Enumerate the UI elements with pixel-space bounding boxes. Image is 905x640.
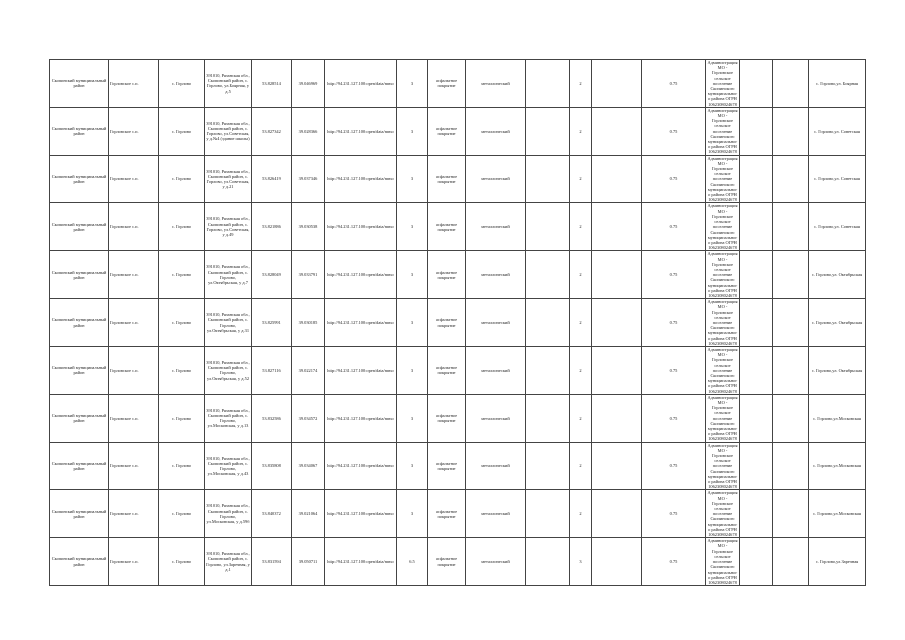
empty-cell	[526, 394, 570, 442]
served-addresses-cell: с. Горлово,ул.Московская	[809, 442, 866, 490]
table-row	[50, 538, 866, 586]
empty-cell	[740, 60, 773, 108]
empty-cell	[740, 107, 773, 155]
table-row	[50, 60, 866, 108]
latitude-cell: 53.840372	[252, 490, 292, 538]
owner-cell: Администрация МО - Горловское сельское поселение Скопинского муниципального района ОГРН 1062308024678	[707, 251, 738, 298]
served-addresses-cell: с. Горлово,ул. Советская	[809, 107, 866, 155]
empty-cell	[592, 299, 642, 347]
empty-cell	[740, 538, 773, 586]
longitude-cell: 39.021064	[292, 490, 325, 538]
material-cell: металлический	[466, 490, 526, 538]
material-cell: металлический	[466, 251, 526, 299]
address-cell: 391010, Рязанская обл., Скопинский район, с. Горлово, ул.Советская, у д.21	[205, 155, 252, 203]
table-row	[50, 107, 866, 155]
volume-cell: 0.75	[642, 299, 706, 347]
area-cell: 3	[397, 203, 428, 251]
empty-cell	[592, 251, 642, 299]
empty-cell	[526, 490, 570, 538]
container-sites-table	[49, 59, 866, 586]
container-count-cell: 2	[570, 203, 592, 251]
link-cell[interactable]: http://94.231.127.100:open/data/mmo	[325, 394, 397, 442]
longitude-cell: 39.028366	[292, 107, 325, 155]
table-row	[50, 346, 866, 394]
empty-cell	[526, 60, 570, 108]
link-cell[interactable]: http://94.231.127.100:open/data/mmo	[325, 60, 397, 108]
area-cell: 6.5	[397, 538, 428, 586]
latitude-cell: 53.828514	[252, 60, 292, 108]
container-count-cell: 2	[570, 107, 592, 155]
empty-cell	[592, 490, 642, 538]
longitude-cell: 39.037346	[292, 155, 325, 203]
material-cell: металлический	[466, 203, 526, 251]
longitude-cell: 39.022174	[292, 346, 325, 394]
volume-cell: 0.75	[642, 346, 706, 394]
empty-cell	[592, 107, 642, 155]
district-cell: Скопинский муниципальный район	[50, 490, 109, 538]
link-cell[interactable]: http://94.231.127.100:open/data/mmo	[325, 107, 397, 155]
locality-cell: с. Горлово	[159, 60, 205, 108]
volume-cell: 0.75	[642, 155, 706, 203]
address-cell: 391010, Рязанская обл., Скопинский район, с. Горлово, ул.Московская, у д.13	[205, 394, 252, 442]
locality-cell: с. Горлово	[159, 251, 205, 299]
link-cell[interactable]: http://94.231.127.100:open/data/mmo	[325, 155, 397, 203]
settlement-cell: Горловское с.п.	[109, 203, 159, 251]
settlement-cell: Горловское с.п.	[109, 538, 159, 586]
empty-cell	[526, 299, 570, 347]
district-cell: Скопинский муниципальный район	[50, 60, 109, 108]
empty-cell	[773, 251, 809, 299]
latitude-cell: 53.826419	[252, 155, 292, 203]
empty-cell	[773, 490, 809, 538]
volume-cell: 0.75	[642, 442, 706, 490]
empty-cell	[526, 155, 570, 203]
owner-cell: Администрация МО - Горловское сельское поселение Скопинского муниципального района ОГРН 1062308024678	[707, 60, 738, 107]
served-addresses-cell: с. Горлово,ул. Октябрьская	[809, 346, 866, 394]
served-addresses-cell: с. Горлово,ул. Советская	[809, 203, 866, 251]
empty-cell	[526, 538, 570, 586]
latitude-cell: 53.825991	[252, 299, 292, 347]
settlement-cell: Горловское с.п.	[109, 346, 159, 394]
served-addresses-cell: с. Горлово,ул.Московская	[809, 490, 866, 538]
latitude-cell: 53.835808	[252, 442, 292, 490]
empty-cell	[592, 60, 642, 108]
district-cell: Скопинский муниципальный район	[50, 299, 109, 347]
settlement-cell: Горловское с.п.	[109, 299, 159, 347]
served-addresses-cell: с. Горлово,ул. Советская	[809, 155, 866, 203]
material-cell: металлический	[466, 155, 526, 203]
longitude-cell: 39.030538	[292, 203, 325, 251]
address-cell: 391010, Рязанская обл., Скопинский район, с. Горлово, ул.Октябрьская, у д.52	[205, 346, 252, 394]
empty-cell	[592, 203, 642, 251]
area-cell: 3	[397, 394, 428, 442]
material-cell: металлический	[466, 299, 526, 347]
volume-cell: 0.75	[642, 60, 706, 108]
link-cell[interactable]: http://94.231.127.100:open/data/mmo	[325, 346, 397, 394]
locality-cell: с. Горлово	[159, 107, 205, 155]
latitude-cell: 53.821886	[252, 203, 292, 251]
locality-cell: с. Горлово	[159, 155, 205, 203]
area-cell: 3	[397, 60, 428, 108]
district-cell: Скопинский муниципальный район	[50, 442, 109, 490]
table-row	[50, 203, 866, 251]
empty-cell	[740, 203, 773, 251]
address-cell: 391010, Рязанская обл., Скопинский район, с. Горлово, ул.Октябрьская, у д.7	[205, 251, 252, 299]
address-cell: 391010, Рязанская обл., Скопинский район, с. Горлово, ул.Заречная, у д.1	[205, 538, 252, 586]
cover-type-cell: асфальтное покрытие	[428, 203, 466, 251]
cover-type-cell: асфальтное покрытие	[428, 251, 466, 299]
area-cell: 3	[397, 299, 428, 347]
material-cell: металлический	[466, 538, 526, 586]
owner-cell: Администрация МО - Горловское сельское поселение Скопинского муниципального района ОГРН 1062308024678	[707, 442, 738, 490]
container-count-cell: 2	[570, 490, 592, 538]
empty-cell	[526, 346, 570, 394]
link-cell[interactable]: http://94.231.127.100:open/data/mmo	[325, 203, 397, 251]
table-row	[50, 155, 866, 203]
empty-cell	[740, 299, 773, 347]
empty-cell	[773, 155, 809, 203]
empty-cell	[592, 346, 642, 394]
empty-cell	[773, 60, 809, 108]
link-cell[interactable]: http://94.231.127.100:open/data/mmo	[325, 538, 397, 586]
empty-cell	[773, 203, 809, 251]
volume-cell: 0.75	[642, 107, 706, 155]
address-cell: 391010, Рязанская обл., Скопинский район, с. Горлово, ул.Боярная, у д.5	[205, 60, 252, 108]
empty-cell	[773, 346, 809, 394]
settlement-cell: Горловское с.п.	[109, 107, 159, 155]
district-cell: Скопинский муниципальный район	[50, 107, 109, 155]
area-cell: 3	[397, 251, 428, 299]
empty-cell	[592, 538, 642, 586]
table-row	[50, 299, 866, 347]
container-count-cell: 2	[570, 60, 592, 108]
longitude-cell: 39.046969	[292, 60, 325, 108]
empty-cell	[740, 442, 773, 490]
link-cell[interactable]: http://94.231.127.100:open/data/mmo	[325, 442, 397, 490]
district-cell: Скопинский муниципальный район	[50, 346, 109, 394]
container-count-cell: 2	[570, 299, 592, 347]
latitude-cell: 53.831594	[252, 538, 292, 586]
link-cell[interactable]: http://94.231.127.100:open/data/mmo	[325, 299, 397, 347]
address-cell: 391010, Рязанская обл., Скопинский район, с. Горлово, ул.Советская, у д.49	[205, 203, 252, 251]
empty-cell	[773, 442, 809, 490]
longitude-cell: 39.050711	[292, 538, 325, 586]
container-count-cell: 2	[570, 442, 592, 490]
material-cell: металлический	[466, 60, 526, 108]
empty-cell	[740, 394, 773, 442]
cover-type-cell: асфальтное покрытие	[428, 346, 466, 394]
longitude-cell: 39.034067	[292, 442, 325, 490]
locality-cell: с. Горлово	[159, 538, 205, 586]
served-addresses-cell: с. Горлово,ул. Октябрьская	[809, 299, 866, 347]
owner-cell: Администрация МО - Горловское сельское поселение Скопинского муниципального района ОГРН 1062308024678	[707, 107, 738, 155]
area-cell: 3	[397, 107, 428, 155]
settlement-cell: Горловское с.п.	[109, 442, 159, 490]
empty-cell	[773, 394, 809, 442]
served-addresses-cell: с. Горлово,ул. Октябрьская	[809, 251, 866, 299]
address-cell: 391010, Рязанская обл., Скопинский район, с. Горлово, ул.Октябрьская, у д.31	[205, 299, 252, 347]
locality-cell: с. Горлово	[159, 346, 205, 394]
empty-cell	[592, 442, 642, 490]
volume-cell: 0.75	[642, 538, 706, 586]
volume-cell: 0.75	[642, 251, 706, 299]
district-cell: Скопинский муниципальный район	[50, 538, 109, 586]
district-cell: Скопинский муниципальный район	[50, 155, 109, 203]
table-row	[50, 394, 866, 442]
empty-cell	[740, 490, 773, 538]
volume-cell: 0.75	[642, 394, 706, 442]
volume-cell: 0.75	[642, 490, 706, 538]
owner-cell: Администрация МО - Горловское сельское поселение Скопинского муниципального района ОГРН 1062308024678	[707, 203, 738, 251]
district-cell: Скопинский муниципальный район	[50, 251, 109, 299]
settlement-cell: Горловское с.п.	[109, 60, 159, 108]
empty-cell	[526, 107, 570, 155]
empty-cell	[526, 203, 570, 251]
owner-cell: Администрация МО - Горловское сельское поселение Скопинского муниципального района ОГРН 1062308024678	[707, 346, 738, 394]
district-cell: Скопинский муниципальный район	[50, 394, 109, 442]
locality-cell: с. Горлово	[159, 203, 205, 251]
material-cell: металлический	[466, 346, 526, 394]
cover-type-cell: асфальтное покрытие	[428, 107, 466, 155]
longitude-cell: 39.034572	[292, 394, 325, 442]
settlement-cell: Горловское с.п.	[109, 490, 159, 538]
empty-cell	[773, 538, 809, 586]
served-addresses-cell: с. Горлово,ул. Боярная	[809, 60, 866, 108]
locality-cell: с. Горлово	[159, 299, 205, 347]
latitude-cell: 53.827116	[252, 346, 292, 394]
cover-type-cell: асфальтное покрытие	[428, 538, 466, 586]
container-count-cell: 2	[570, 394, 592, 442]
volume-cell: 0.75	[642, 203, 706, 251]
material-cell: металлический	[466, 442, 526, 490]
latitude-cell: 53.832586	[252, 394, 292, 442]
address-cell: 391010, Рязанская обл., Скопинский район, с. Горлово, ул.Московская, у д.43	[205, 442, 252, 490]
address-cell: 391010, Рязанская обл., Скопинский район, с. Горлово, ул.Московская, у д.59б	[205, 490, 252, 538]
material-cell: металлический	[466, 107, 526, 155]
empty-cell	[526, 442, 570, 490]
served-addresses-cell: с. Горлово,ул.Заречная	[809, 538, 866, 586]
container-count-cell: 2	[570, 251, 592, 299]
container-count-cell: 2	[570, 346, 592, 394]
area-cell: 3	[397, 346, 428, 394]
link-cell[interactable]: http://94.231.127.100:open/data/mmo	[325, 490, 397, 538]
empty-cell	[773, 299, 809, 347]
empty-cell	[740, 346, 773, 394]
settlement-cell: Горловское с.п.	[109, 394, 159, 442]
area-cell: 3	[397, 442, 428, 490]
empty-cell	[592, 394, 642, 442]
longitude-cell: 39.033791	[292, 251, 325, 299]
cover-type-cell: асфальтное покрытие	[428, 299, 466, 347]
table-row	[50, 251, 866, 299]
empty-cell	[740, 155, 773, 203]
owner-cell: Администрация МО - Горловское сельское поселение Скопинского муниципального района ОГРН 1062308024678	[707, 299, 738, 346]
container-count-cell: 3	[570, 538, 592, 586]
cover-type-cell: асфальтное покрытие	[428, 155, 466, 203]
latitude-cell: 53.828049	[252, 251, 292, 299]
owner-cell: Администрация МО - Горловское сельское поселение Скопинского муниципального района ОГРН 1062308024678	[707, 155, 738, 203]
settlement-cell: Горловское с.п.	[109, 251, 159, 299]
owner-cell: Администрация МО - Горловское сельское поселение Скопинского муниципального района ОГРН 1062308024678	[707, 538, 738, 585]
latitude-cell: 53.827342	[252, 107, 292, 155]
served-addresses-cell: с. Горлово,ул.Московская	[809, 394, 866, 442]
settlement-cell: Горловское с.п.	[109, 155, 159, 203]
cover-type-cell: асфальтное покрытие	[428, 442, 466, 490]
locality-cell: с. Горлово	[159, 394, 205, 442]
address-cell: 391010, Рязанская обл., Скопинский район, с. Горлово, ул.Советская, у д.№4 (здание школы)	[205, 107, 252, 155]
area-cell: 3	[397, 490, 428, 538]
empty-cell	[773, 107, 809, 155]
cover-type-cell: асфальтное покрытие	[428, 490, 466, 538]
link-cell[interactable]: http://94.231.127.100:open/data/mmo	[325, 251, 397, 299]
owner-cell: Администрация МО - Горловское сельское поселение Скопинского муниципального района ОГРН 1062308024678	[707, 490, 738, 538]
longitude-cell: 39.030185	[292, 299, 325, 347]
cover-type-cell: асфальтное покрытие	[428, 394, 466, 442]
empty-cell	[592, 155, 642, 203]
table-row	[50, 490, 866, 538]
district-cell: Скопинский муниципальный район	[50, 203, 109, 251]
material-cell: металлический	[466, 394, 526, 442]
locality-cell: с. Горлово	[159, 442, 205, 490]
empty-cell	[526, 251, 570, 299]
empty-cell	[740, 251, 773, 299]
table-row	[50, 442, 866, 490]
container-count-cell: 2	[570, 155, 592, 203]
cover-type-cell: асфальтное покрытие	[428, 60, 466, 108]
locality-cell: с. Горлово	[159, 490, 205, 538]
area-cell: 3	[397, 155, 428, 203]
owner-cell: Администрация МО - Горловское сельское поселение Скопинского муниципального района ОГРН 1062308024678	[707, 394, 738, 442]
